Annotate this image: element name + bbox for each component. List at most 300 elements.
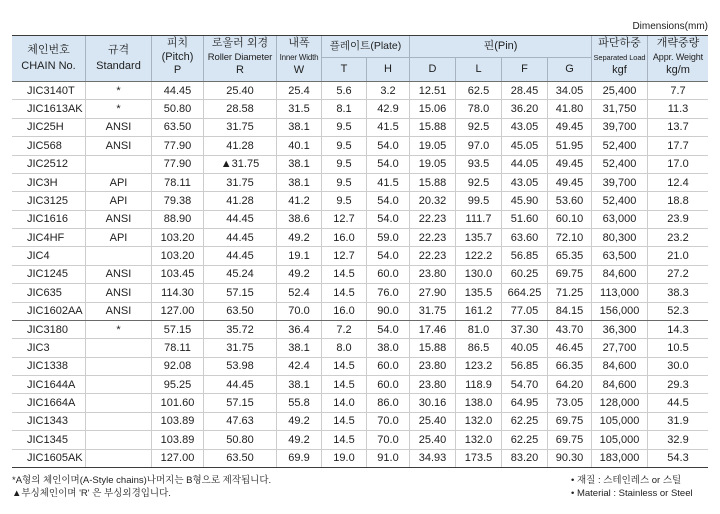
cell-weight: 31.9 bbox=[667, 415, 689, 428]
cell-pin-d: 22.23 bbox=[410, 211, 456, 228]
cell-standard: * bbox=[86, 321, 152, 338]
cell-inner-width: 38.6 bbox=[277, 211, 322, 228]
cell-inner-width: 38.1 bbox=[277, 376, 322, 393]
table-header bbox=[12, 35, 708, 82]
cell-pin-l: 132.0 bbox=[456, 413, 502, 430]
table-row bbox=[12, 211, 708, 229]
cell-roller: 35.72 bbox=[204, 321, 277, 338]
table-row bbox=[12, 450, 708, 468]
cell-plate-h: 90.0 bbox=[367, 303, 410, 320]
cell-load: 52,400 bbox=[592, 192, 648, 209]
cell-pitch: 88.90 bbox=[152, 211, 204, 228]
table-group bbox=[12, 321, 708, 468]
cell-plate-t: 14.5 bbox=[322, 358, 367, 375]
cell-standard: API bbox=[86, 192, 152, 209]
cell-pin-l: 135.7 bbox=[456, 229, 502, 246]
cell-roller: 63.50 bbox=[204, 303, 277, 320]
cell-standard: * bbox=[86, 82, 152, 99]
cell-pitch: 77.90 bbox=[152, 137, 204, 154]
cell-pin-f: 36.20 bbox=[502, 100, 548, 117]
cell-pin-g: 69.75 bbox=[548, 431, 592, 448]
cell-plate-t: 9.5 bbox=[322, 192, 367, 209]
header-load-en: Separated Load bbox=[593, 52, 646, 62]
cell-pin-f: 56.85 bbox=[502, 247, 548, 264]
cell-pin-d: 30.16 bbox=[410, 394, 456, 411]
cell-inner-width: 31.5 bbox=[277, 100, 322, 117]
table-group bbox=[12, 82, 708, 321]
cell-pin-d: 22.23 bbox=[410, 229, 456, 246]
cell-load: 128,000 bbox=[592, 394, 648, 411]
cell-plate-t: 16.0 bbox=[322, 303, 367, 320]
cell-weight: 17.7 bbox=[667, 139, 689, 152]
cell-pitch: 77.90 bbox=[152, 156, 204, 173]
cell-standard: API bbox=[86, 174, 152, 191]
footnote-bushing: ▲부싱체인이며 'R' 은 부싱외경입니다. bbox=[12, 488, 171, 499]
cell-weight: 29.3 bbox=[667, 378, 689, 391]
cell-roller: 44.45 bbox=[204, 211, 277, 228]
header-pin-g-label: G bbox=[565, 62, 574, 75]
cell-pin-f: 77.05 bbox=[502, 303, 548, 320]
cell-load: 52,400 bbox=[592, 137, 648, 154]
chain-spec-table bbox=[12, 35, 708, 468]
cell-chain-no: JIC1616 bbox=[12, 211, 86, 228]
cell-chain-no: JIC1602AA bbox=[12, 303, 86, 320]
cell-inner-width: 38.1 bbox=[277, 174, 322, 191]
cell-plate-h: 59.0 bbox=[367, 229, 410, 246]
cell-standard bbox=[86, 376, 152, 393]
cell-pin-f: 62.25 bbox=[502, 431, 548, 448]
cell-load: 80,300 bbox=[592, 229, 648, 246]
table-row bbox=[12, 137, 708, 155]
cell-weight: 18.8 bbox=[667, 194, 689, 207]
cell-chain-no: JIC1664A bbox=[12, 394, 86, 411]
cell-plate-h: 60.0 bbox=[367, 266, 410, 283]
cell-pin-d: 23.80 bbox=[410, 358, 456, 375]
header-pitch-ko: 피치 bbox=[166, 37, 189, 50]
cell-load: 84,600 bbox=[592, 266, 648, 283]
cell-pin-f: 28.45 bbox=[502, 82, 548, 99]
header-pin-f-label: F bbox=[521, 62, 528, 75]
cell-load: 84,600 bbox=[592, 376, 648, 393]
cell-inner-width: 70.0 bbox=[277, 303, 322, 320]
cell-pin-g: 69.75 bbox=[548, 413, 592, 430]
cell-load: 113,000 bbox=[592, 284, 648, 301]
cell-pitch: 114.30 bbox=[152, 284, 204, 301]
cell-pin-g: 72.10 bbox=[548, 229, 592, 246]
cell-standard bbox=[86, 358, 152, 375]
cell-plate-t: 12.7 bbox=[322, 247, 367, 264]
header-roller-diameter bbox=[204, 36, 277, 81]
cell-load: 31,750 bbox=[592, 100, 648, 117]
header-weight-en: Appr. Weight bbox=[652, 51, 704, 62]
header-load-unit: kgf bbox=[612, 64, 627, 77]
cell-pin-l: 161.2 bbox=[456, 303, 502, 320]
cell-pin-l: 173.5 bbox=[456, 450, 502, 467]
cell-plate-t: 14.0 bbox=[322, 394, 367, 411]
header-pitch bbox=[152, 36, 204, 81]
cell-plate-t: 12.7 bbox=[322, 211, 367, 228]
cell-load: 27,700 bbox=[592, 339, 648, 356]
header-pin-d-label: D bbox=[428, 62, 437, 75]
cell-inner-width: 49.2 bbox=[277, 413, 322, 430]
material-note-en: • Material : Stainless or Steel bbox=[571, 488, 693, 499]
cell-pitch: 50.80 bbox=[152, 100, 204, 117]
header-inner-width-ko: 내폭 bbox=[288, 37, 310, 50]
cell-pin-f: 51.60 bbox=[502, 211, 548, 228]
cell-weight: 30.0 bbox=[667, 360, 689, 373]
cell-load: 39,700 bbox=[592, 174, 648, 191]
cell-load: 36,300 bbox=[592, 321, 648, 338]
cell-pitch: 92.08 bbox=[152, 358, 204, 375]
cell-plate-h: 54.0 bbox=[367, 192, 410, 209]
cell-pin-l: 122.2 bbox=[456, 247, 502, 264]
cell-pin-f: 45.90 bbox=[502, 192, 548, 209]
cell-plate-t: 14.5 bbox=[322, 431, 367, 448]
cell-pin-g: 65.35 bbox=[548, 247, 592, 264]
cell-pin-l: 132.0 bbox=[456, 431, 502, 448]
cell-weight: 52.3 bbox=[667, 305, 689, 318]
cell-standard: ANSI bbox=[86, 211, 152, 228]
cell-inner-width: 40.1 bbox=[277, 137, 322, 154]
cell-weight: 27.2 bbox=[667, 268, 689, 281]
cell-pin-l: 97.0 bbox=[456, 137, 502, 154]
cell-plate-h: 54.0 bbox=[367, 156, 410, 173]
header-pitch-symbol: P bbox=[173, 64, 182, 77]
cell-weight: 23.2 bbox=[667, 231, 689, 244]
cell-roller: 31.75 bbox=[204, 339, 277, 356]
cell-pin-d: 27.90 bbox=[410, 284, 456, 301]
cell-standard bbox=[86, 247, 152, 264]
header-inner-width-en: Inner Width bbox=[279, 52, 319, 62]
cell-plate-h: 60.0 bbox=[367, 358, 410, 375]
cell-roller: 63.50 bbox=[204, 450, 277, 467]
cell-pitch: 63.50 bbox=[152, 119, 204, 136]
header-chain-no bbox=[12, 36, 86, 81]
cell-load: 25,400 bbox=[592, 82, 648, 99]
cell-inner-width: 38.1 bbox=[277, 156, 322, 173]
cell-load: 63,000 bbox=[592, 211, 648, 228]
cell-pin-g: 49.45 bbox=[548, 174, 592, 191]
header-load-ko: 파단하중 bbox=[598, 37, 641, 50]
cell-roller: 25.40 bbox=[204, 82, 277, 99]
cell-pin-d: 19.05 bbox=[410, 156, 456, 173]
cell-pin-f: 43.05 bbox=[502, 174, 548, 191]
cell-pin-d: 22.23 bbox=[410, 247, 456, 264]
cell-plate-h: 60.0 bbox=[367, 376, 410, 393]
cell-standard bbox=[86, 431, 152, 448]
cell-chain-no: JIC3180 bbox=[12, 321, 86, 338]
cell-pin-l: 118.9 bbox=[456, 376, 502, 393]
cell-roller: 31.75 bbox=[204, 174, 277, 191]
table-row bbox=[12, 431, 708, 449]
table-row bbox=[12, 321, 708, 339]
header-plate-t-label: T bbox=[340, 62, 348, 75]
cell-pitch: 103.89 bbox=[152, 431, 204, 448]
cell-pitch: 95.25 bbox=[152, 376, 204, 393]
cell-standard bbox=[86, 156, 152, 173]
cell-pin-f: 664.25 bbox=[502, 284, 548, 301]
cell-standard: ANSI bbox=[86, 119, 152, 136]
cell-pin-d: 12.51 bbox=[410, 82, 456, 99]
cell-pitch: 79.38 bbox=[152, 192, 204, 209]
cell-plate-h: 86.0 bbox=[367, 394, 410, 411]
cell-pitch: 101.60 bbox=[152, 394, 204, 411]
cell-pin-f: 56.85 bbox=[502, 358, 548, 375]
cell-load: 156,000 bbox=[592, 303, 648, 320]
cell-plate-h: 54.0 bbox=[367, 137, 410, 154]
cell-standard: * bbox=[86, 100, 152, 117]
table-row bbox=[12, 413, 708, 431]
header-pin-l-label: L bbox=[475, 62, 482, 75]
cell-plate-h: 54.0 bbox=[367, 247, 410, 264]
cell-pin-f: 40.05 bbox=[502, 339, 548, 356]
cell-pin-f: 62.25 bbox=[502, 413, 548, 430]
cell-roller: 57.15 bbox=[204, 284, 277, 301]
header-plate-h-label: H bbox=[384, 62, 392, 75]
header-pin-label: 핀(Pin) bbox=[483, 39, 518, 52]
cell-pin-l: 62.5 bbox=[456, 82, 502, 99]
header-pin-g bbox=[548, 58, 592, 81]
cell-pin-g: 73.05 bbox=[548, 394, 592, 411]
cell-pin-g: 49.45 bbox=[548, 156, 592, 173]
cell-chain-no: JIC1245 bbox=[12, 266, 86, 283]
table-row bbox=[12, 119, 708, 137]
header-standard bbox=[86, 36, 152, 81]
cell-load: 105,000 bbox=[592, 413, 648, 430]
header-plate-h bbox=[367, 58, 410, 81]
cell-weight: 44.5 bbox=[667, 397, 689, 410]
cell-load: 39,700 bbox=[592, 119, 648, 136]
cell-load: 63,500 bbox=[592, 247, 648, 264]
header-roller-en: Roller Diameter bbox=[207, 51, 273, 63]
material-note bbox=[571, 474, 693, 500]
cell-pin-d: 34.93 bbox=[410, 450, 456, 467]
cell-weight: 23.9 bbox=[667, 213, 689, 226]
cell-pin-g: 34.05 bbox=[548, 82, 592, 99]
cell-chain-no: JIC568 bbox=[12, 137, 86, 154]
cell-inner-width: 19.1 bbox=[277, 247, 322, 264]
cell-pitch: 103.20 bbox=[152, 247, 204, 264]
cell-inner-width: 55.8 bbox=[277, 394, 322, 411]
cell-plate-t: 7.2 bbox=[322, 321, 367, 338]
table-row bbox=[12, 339, 708, 357]
cell-weight: 7.7 bbox=[670, 84, 686, 97]
cell-chain-no: JIC4HF bbox=[12, 229, 86, 246]
cell-plate-t: 9.5 bbox=[322, 137, 367, 154]
cell-roller: 44.45 bbox=[204, 229, 277, 246]
header-inner-width bbox=[277, 36, 322, 81]
header-pitch-en: (Pitch) bbox=[161, 50, 194, 63]
header-roller-ko: 로울러 외경 bbox=[211, 37, 269, 50]
cell-pitch: 103.45 bbox=[152, 266, 204, 283]
table-row bbox=[12, 394, 708, 412]
cell-weight: 17.0 bbox=[667, 158, 689, 171]
cell-plate-t: 9.5 bbox=[322, 156, 367, 173]
cell-pin-d: 17.46 bbox=[410, 321, 456, 338]
cell-chain-no: JIC3125 bbox=[12, 192, 86, 209]
cell-inner-width: 69.9 bbox=[277, 450, 322, 467]
cell-plate-h: 41.5 bbox=[367, 119, 410, 136]
cell-plate-h: 42.9 bbox=[367, 100, 410, 117]
dimensions-unit-label: Dimensions(mm) bbox=[632, 21, 708, 32]
cell-plate-h: 91.0 bbox=[367, 450, 410, 467]
cell-pin-l: 99.5 bbox=[456, 192, 502, 209]
cell-inner-width: 38.1 bbox=[277, 119, 322, 136]
cell-weight: 54.3 bbox=[667, 452, 689, 465]
header-roller-symbol: R bbox=[236, 64, 244, 77]
header-pin-d bbox=[410, 58, 456, 81]
cell-pin-l: 130.0 bbox=[456, 266, 502, 283]
table-row bbox=[12, 100, 708, 118]
cell-plate-t: 8.1 bbox=[322, 100, 367, 117]
cell-plate-h: 41.5 bbox=[367, 174, 410, 191]
cell-pin-d: 15.88 bbox=[410, 339, 456, 356]
cell-roller: 50.80 bbox=[204, 431, 277, 448]
header-separated-load bbox=[592, 36, 648, 81]
cell-pin-g: 60.10 bbox=[548, 211, 592, 228]
table-row bbox=[12, 192, 708, 210]
header-plate-t bbox=[322, 58, 367, 81]
cell-pin-g: 84.15 bbox=[548, 303, 592, 320]
cell-pitch: 103.20 bbox=[152, 229, 204, 246]
cell-pin-l: 135.5 bbox=[456, 284, 502, 301]
cell-roller: 41.28 bbox=[204, 137, 277, 154]
cell-standard: ANSI bbox=[86, 266, 152, 283]
cell-plate-h: 3.2 bbox=[367, 82, 410, 99]
cell-inner-width: 49.2 bbox=[277, 266, 322, 283]
cell-pin-l: 78.0 bbox=[456, 100, 502, 117]
cell-plate-t: 5.6 bbox=[322, 82, 367, 99]
cell-pitch: 44.45 bbox=[152, 82, 204, 99]
table-row bbox=[12, 156, 708, 174]
cell-pin-d: 23.80 bbox=[410, 376, 456, 393]
cell-pin-g: 66.35 bbox=[548, 358, 592, 375]
cell-pitch: 103.89 bbox=[152, 413, 204, 430]
cell-pin-g: 43.70 bbox=[548, 321, 592, 338]
cell-chain-no: JIC3140T bbox=[12, 82, 86, 99]
header-standard-en: Standard bbox=[96, 59, 141, 72]
header-chain-no-ko: 체인번호 bbox=[27, 43, 70, 56]
cell-pin-d: 25.40 bbox=[410, 413, 456, 430]
cell-plate-t: 14.5 bbox=[322, 266, 367, 283]
cell-pin-d: 31.75 bbox=[410, 303, 456, 320]
cell-load: 105,000 bbox=[592, 431, 648, 448]
cell-pin-g: 51.95 bbox=[548, 137, 592, 154]
cell-roller: 53.98 bbox=[204, 358, 277, 375]
cell-chain-no: JIC1343 bbox=[12, 413, 86, 430]
cell-standard bbox=[86, 394, 152, 411]
header-pin-l bbox=[456, 58, 502, 81]
cell-load: 52,400 bbox=[592, 156, 648, 173]
cell-pin-f: 45.05 bbox=[502, 137, 548, 154]
cell-standard bbox=[86, 450, 152, 467]
cell-chain-no: JIC1345 bbox=[12, 431, 86, 448]
cell-pin-g: 53.60 bbox=[548, 192, 592, 209]
cell-chain-no: JIC1605AK bbox=[12, 450, 86, 467]
cell-pin-l: 111.7 bbox=[456, 211, 502, 228]
cell-plate-t: 16.0 bbox=[322, 229, 367, 246]
cell-standard bbox=[86, 339, 152, 356]
header-standard-ko: 규격 bbox=[107, 43, 130, 56]
table-row bbox=[12, 229, 708, 247]
cell-chain-no: JIC1613AK bbox=[12, 100, 86, 117]
cell-pin-f: 44.05 bbox=[502, 156, 548, 173]
cell-roller: 45.24 bbox=[204, 266, 277, 283]
cell-weight: 14.3 bbox=[667, 323, 689, 336]
cell-weight: 38.3 bbox=[667, 286, 689, 299]
cell-plate-h: 54.0 bbox=[367, 321, 410, 338]
cell-pin-d: 25.40 bbox=[410, 431, 456, 448]
header-plate-label: 플레이트(Plate) bbox=[329, 39, 402, 52]
cell-pin-f: 64.95 bbox=[502, 394, 548, 411]
cell-plate-t: 8.0 bbox=[322, 339, 367, 356]
table-row bbox=[12, 376, 708, 394]
cell-roller: 31.75 bbox=[204, 119, 277, 136]
cell-pitch: 127.00 bbox=[152, 450, 204, 467]
cell-inner-width: 49.2 bbox=[277, 431, 322, 448]
table-row bbox=[12, 303, 708, 321]
cell-chain-no: JIC1644A bbox=[12, 376, 86, 393]
cell-pin-f: 37.30 bbox=[502, 321, 548, 338]
cell-pin-l: 138.0 bbox=[456, 394, 502, 411]
cell-roller: 44.45 bbox=[204, 247, 277, 264]
cell-pin-l: 86.5 bbox=[456, 339, 502, 356]
cell-inner-width: 25.4 bbox=[277, 82, 322, 99]
cell-chain-no: JIC3H bbox=[12, 174, 86, 191]
cell-inner-width: 52.4 bbox=[277, 284, 322, 301]
cell-load: 183,000 bbox=[592, 450, 648, 467]
cell-pin-d: 15.06 bbox=[410, 100, 456, 117]
cell-pin-f: 83.20 bbox=[502, 450, 548, 467]
cell-pin-g: 41.80 bbox=[548, 100, 592, 117]
cell-chain-no: JIC635 bbox=[12, 284, 86, 301]
cell-roller: 28.58 bbox=[204, 100, 277, 117]
cell-weight: 10.5 bbox=[667, 341, 689, 354]
header-weight-unit: kg/m bbox=[666, 64, 690, 77]
footnote-a-style: *A형의 체인이며(A-Style chains)나머지는 B형으로 제작됩니다. bbox=[12, 475, 272, 486]
cell-pin-g: 49.45 bbox=[548, 119, 592, 136]
cell-pitch: 57.15 bbox=[152, 321, 204, 338]
cell-pin-d: 19.05 bbox=[410, 137, 456, 154]
header-chain-no-en: CHAIN No. bbox=[21, 59, 76, 72]
cell-weight: 11.3 bbox=[667, 103, 689, 116]
cell-chain-no: JIC4 bbox=[12, 247, 86, 264]
cell-pin-g: 71.25 bbox=[548, 284, 592, 301]
cell-standard: API bbox=[86, 229, 152, 246]
cell-plate-h: 76.0 bbox=[367, 284, 410, 301]
cell-plate-h: 70.0 bbox=[367, 413, 410, 430]
cell-inner-width: 49.2 bbox=[277, 229, 322, 246]
cell-standard: ANSI bbox=[86, 137, 152, 154]
cell-pin-l: 81.0 bbox=[456, 321, 502, 338]
cell-roller: 57.15 bbox=[204, 394, 277, 411]
cell-pin-f: 43.05 bbox=[502, 119, 548, 136]
cell-roller: 44.45 bbox=[204, 376, 277, 393]
cell-chain-no: JIC3 bbox=[12, 339, 86, 356]
cell-weight: 21.0 bbox=[667, 250, 689, 263]
cell-pin-l: 92.5 bbox=[456, 174, 502, 191]
cell-plate-h: 70.0 bbox=[367, 431, 410, 448]
cell-chain-no: JIC25H bbox=[12, 119, 86, 136]
cell-pin-g: 69.75 bbox=[548, 266, 592, 283]
cell-roller: ▲31.75 bbox=[204, 156, 277, 173]
cell-plate-h: 54.0 bbox=[367, 211, 410, 228]
cell-pitch: 127.00 bbox=[152, 303, 204, 320]
table-row bbox=[12, 82, 708, 100]
header-plate bbox=[322, 36, 410, 58]
cell-pin-f: 60.25 bbox=[502, 266, 548, 283]
cell-standard bbox=[86, 413, 152, 430]
